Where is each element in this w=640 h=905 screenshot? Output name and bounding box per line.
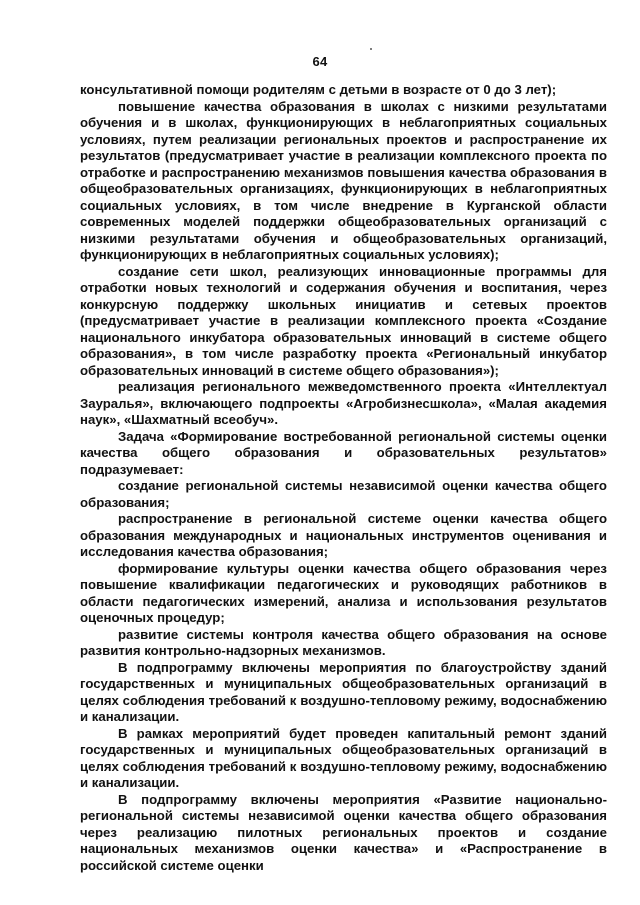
paragraph-capital-repair: В рамках мероприятий будет проведен капитальный ремонт зданий государственных и муниципальных общеобразовательных организаций в целях соблюдения требований к воздушно-тепловому режиму, водоснабжению и канализации. — [80, 725, 607, 790]
page-number: 64 — [312, 54, 328, 69]
scan-speck — [370, 48, 372, 50]
paragraph-quality-control: развитие системы контроля качества общего образования на основе развития контрольно-надзорных механизмов. — [80, 626, 607, 658]
paragraph-innovative-schools-network: создание сети школ, реализующих инновационные программы для отработки новых технологий и содержания обучения и воспитания, через конкурсную поддержку школьных инициатив и сетевых проектов (предусматривает участие в реализации комплексного проекта «Создание национального инкубатора образовательных инноваций в системе общего образования», в том числе разработку проекта «Региональный инкубатор образовательных инноваций в системе общего образования»); — [80, 263, 607, 378]
paragraph-assessment-culture: формирование культуры оценки качества общего образования через повышение квалификации педагогических и руководящих работников в области педагогических измерений, анализа и использования результатов оценочных процедур; — [80, 560, 607, 625]
paragraph-international-instruments: распространение в региональной системе оценки качества общего образования международных и национальных инструментов оценивания и исследования качества образования; — [80, 511, 607, 559]
paragraph-quality-low-results-schools: повышение качества образования в школах с низкими результатами обучения и в школах, функционирующих в неблагоприятных социальных условиях, путем реализации региональных проектов и распространение их результатов (предусматривает участие в реализации комплексного проекта по отработке и распространению механизмов повышения качества образования в общеобразовательных организациях, функционирующих в неблагоприятных социальных условиях, в том числе внедрение в Курганской области современных моделей поддержки общеобразовательных организаций с низкими результатами обучения и общеобразовательных организаций, функционирующих в неблагоприятных социальных условиях); — [80, 98, 607, 262]
paragraph-building-improvement: В подпрограмму включены мероприятия по благоустройству зданий государственных и муниципальных общеобразовательных организаций в целях соблюдения требований к воздушно-тепловому режиму, водоснабжению и канализации. — [80, 659, 607, 724]
paragraph-continuation: консультативной помощи родителям с детьми в возрасте от 0 до 3 лет); — [80, 82, 557, 97]
paragraph-independent-assessment: создание региональной системы независимой оценки качества общего образования; — [80, 478, 607, 510]
body-text — [80, 82, 607, 874]
paragraph-assessment-task: Задача «Формирование востребованной региональной системы оценки качества общего образования и образовательных результатов» подразумевает: — [80, 428, 607, 477]
paragraph-intellectual-zauralye: реализация регионального межведомственного проекта «Интеллектуал Зауралья», включающего подпроекты «Агробизнесшкола», «Малая академия наук», «Шахматный всеобуч». — [80, 379, 607, 427]
paragraph-national-regional-system: В подпрограмму включены мероприятия «Развитие национально-региональной системы независимой оценки качества общего образования через реализацию пилотных региональных проектов и создание национальных механизмов оценки качества» и «Распространение в российской системе оценки — [80, 791, 607, 873]
